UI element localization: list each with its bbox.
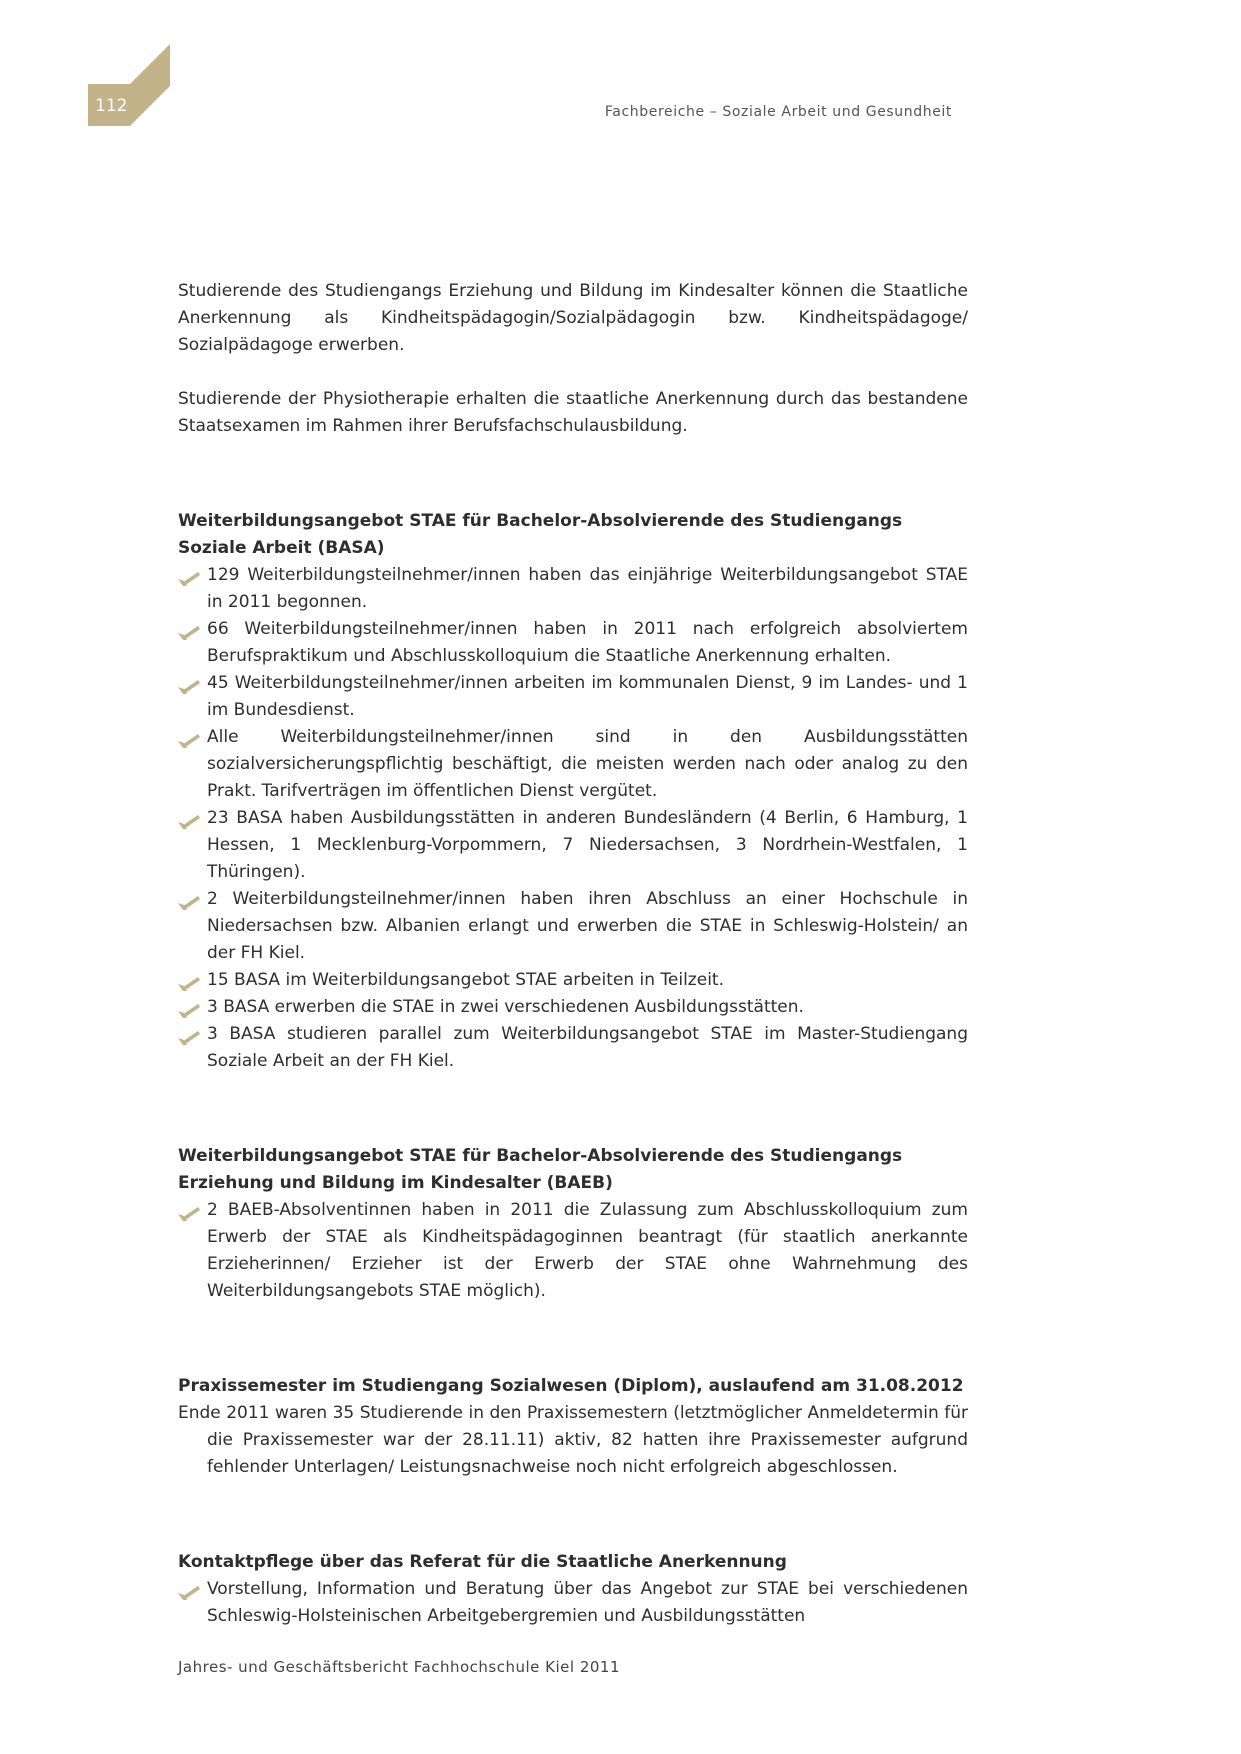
bullet-list-baeb (178, 1197, 968, 1305)
pencil-check-icon (178, 568, 200, 582)
section-heading-basa: Weiterbildungsangebot STAE für Bachelor-Absolvierende des Studiengangs Soziale Arbeit (BASA) (178, 511, 903, 558)
section-heading-praxis: Praxissemester im Studiengang Sozialwesen (Diplom), auslaufend am 31.08.2012 (178, 1376, 964, 1396)
pencil-check-icon (178, 622, 200, 636)
list-item: 66 Weiterbildungsteilnehmer/innen haben in 2011 nach erfolgreich absolviertem Berufspraktikum und Abschlusskolloquium die Staatliche Anerkennung erhalten. (178, 616, 968, 670)
list-item: 3 BASA erwerben die STAE in zwei verschiedenen Ausbildungsstätten. (178, 994, 968, 1021)
list-item: 45 Weiterbildungsteilnehmer/innen arbeiten im kommunalen Dienst, 9 im Landes- und 1 im Bundesdienst. (178, 670, 968, 724)
running-header: Fachbereiche – Soziale Arbeit und Gesundheit (604, 104, 952, 120)
list-item: Alle Weiterbildungsteilnehmer/innen sind in den Ausbildungsstätten sozialversicherungspflichtig beschäftigt, die meisten werden nach oder analog zu den Prakt. Tarifverträgen im öffentlichen Dienst vergütet. (178, 724, 968, 805)
list-item: Vorstellung, Information und Beratung über das Angebot zur STAE bei verschiedenen Schleswig-Holsteinischen Arbeitgebergremien und Ausbildungsstätten (178, 1576, 968, 1630)
list-item: 23 BASA haben Ausbildungsstätten in anderen Bundesländern (4 Berlin, 6 Hamburg, 1 Hessen, 1 Mecklenburg-Vorpommern, 7 Niedersachsen, 3 Nordrhein-Westfalen, 1 Thüringen). (178, 805, 968, 886)
list-item: 2 BAEB-Absolventinnen haben in 2011 die Zulassung zum Abschlusskolloquium zum Erwerb der STAE als Kindheitspädagoginnen beantragt (für staatlich anerkannte Erzieherinnen/ Erzieher ist der Erwerb der STAE ohne Wahrnehmung des Weiterbildungsangebots STAE möglich). (178, 1197, 968, 1305)
list-item: 15 BASA im Weiterbildungsangebot STAE arbeiten in Teilzeit. (178, 967, 968, 994)
praxis-paragraph: Ende 2011 waren 35 Studierende in den Praxissemestern (letztmöglicher Anmeldetermin für die Praxissemester war der 28.11.11) aktiv, 82 hatten ihre Praxissemester aufgrund fehlender Unterlagen/ Leistungsnachweise noch nicht erfolgreich abgeschlossen. (178, 1403, 968, 1477)
pencil-check-icon (178, 1582, 200, 1596)
section-heading-kontakt: Kontaktpflege über das Referat für die Staatliche Anerkennung (178, 1552, 787, 1572)
list-item: 2 Weiterbildungsteilnehmer/innen haben ihren Abschluss an einer Hochschule in Niedersachsen bzw. Albanien erlangt und erwerben die STAE in Schleswig-Holstein/ an der FH Kiel. (178, 886, 968, 967)
pencil-check-icon (178, 1000, 200, 1014)
pencil-check-icon (178, 1203, 200, 1217)
pencil-check-icon (178, 811, 200, 825)
page-number: 112 (95, 96, 128, 116)
bullet-list-basa (178, 562, 968, 1075)
pencil-check-icon (178, 1027, 200, 1041)
pencil-check-icon (178, 892, 200, 906)
intro-paragraph-1: Studierende des Studiengangs Erziehung und Bildung im Kindesalter können die Staatliche Anerkennung als Kindheitspädagogin/Sozialpädagogin bzw. Kindheitspädagoge/ Sozialpädagoge erwerben. (178, 281, 968, 355)
intro-paragraph-2: Studierende der Physiotherapie erhalten die staatliche Anerkennung durch das bestandene Staatsexamen im Rahmen ihrer Berufsfachschulausbildung. (178, 389, 968, 436)
pencil-check-icon (178, 676, 200, 690)
page-content (178, 278, 968, 1630)
page-footer: Jahres- und Geschäftsbericht Fachhochschule Kiel 2011 (178, 1658, 621, 1676)
pencil-check-icon (178, 973, 200, 987)
pencil-check-icon (178, 730, 200, 744)
list-item: 129 Weiterbildungsteilnehmer/innen haben das einjährige Weiterbildungsangebot STAE in 2011 begonnen. (178, 562, 968, 616)
bullet-list-kontakt (178, 1576, 968, 1630)
section-heading-baeb: Weiterbildungsangebot STAE für Bachelor-Absolvierende des Studiengangs Erziehung und Bildung im Kindesalter (BAEB) (178, 1146, 903, 1193)
list-item: 3 BASA studieren parallel zum Weiterbildungsangebot STAE im Master-Studiengang Soziale Arbeit an der FH Kiel. (178, 1021, 968, 1075)
